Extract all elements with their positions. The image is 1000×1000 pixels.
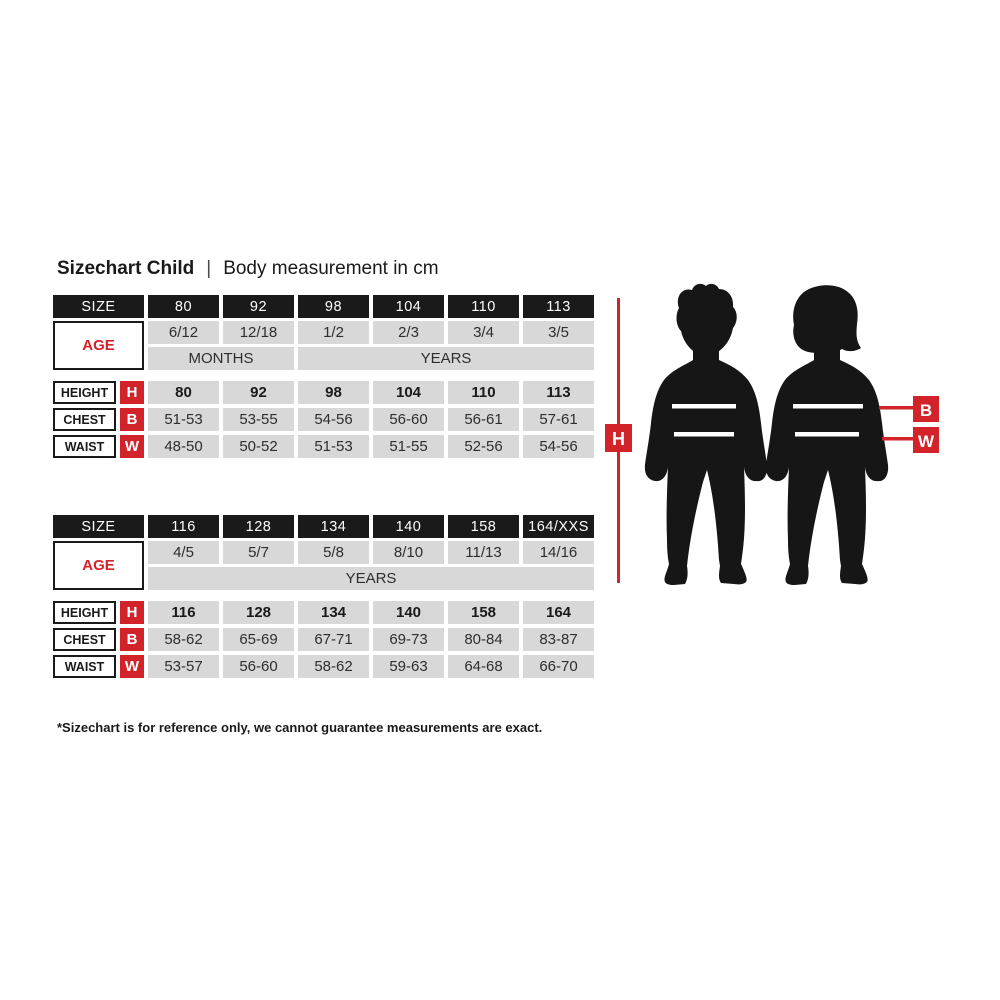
waist-value: 51-53 [298,435,369,458]
size-value: 113 [523,295,594,318]
age-value: 5/8 [298,541,369,564]
chest-row-label: CHEST [53,628,116,651]
waist-row-letter: W [120,435,144,458]
height-value: 158 [448,601,519,624]
size-header-label: SIZE [53,295,144,318]
chest-label-box [913,396,939,422]
girl-head [793,285,861,353]
waist-value: 48-50 [148,435,219,458]
waist-value: 64-68 [448,655,519,678]
sizechart-table-1-measurements [53,381,594,458]
height-letter: H [612,429,625,449]
waist-value: 53-57 [148,655,219,678]
age-value: 14/16 [523,541,594,564]
chest-value: 67-71 [298,628,369,651]
size-value: 104 [373,295,444,318]
size-value: 110 [448,295,519,318]
height-row-label: HEIGHT [53,601,116,624]
boy-head [677,284,737,355]
height-value: 113 [523,381,594,404]
chest-value: 56-60 [373,408,444,431]
waist-value: 59-63 [373,655,444,678]
size-value: 80 [148,295,219,318]
girl-waist-band [795,432,859,437]
waist-value: 56-60 [223,655,294,678]
height-value: 80 [148,381,219,404]
title-separator: | [206,258,212,279]
footnote: *Sizechart is for reference only, we cannot guarantee measurements are exact. [57,720,543,735]
age-value: 5/7 [223,541,294,564]
waist-letter: W [917,432,935,451]
age-value: 12/18 [223,321,294,344]
chest-value: 83-87 [523,628,594,651]
size-header-label: SIZE [53,515,144,538]
waist-value: 54-56 [523,435,594,458]
size-value: 128 [223,515,294,538]
chest-value: 54-56 [298,408,369,431]
chest-row-letter: B [120,628,144,651]
size-value: 164/XXS [523,515,594,538]
height-value: 98 [298,381,369,404]
chest-value: 53-55 [223,408,294,431]
sizechart-table-1-top [53,295,594,370]
chest-value: 58-62 [148,628,219,651]
waist-value: 58-62 [298,655,369,678]
age-value: 8/10 [373,541,444,564]
sizechart-table-2-measurements [53,601,594,678]
height-label-box [605,424,632,452]
waist-value: 66-70 [523,655,594,678]
waist-label-box [913,427,939,453]
height-row-label: HEIGHT [53,381,116,404]
chest-value: 57-61 [523,408,594,431]
title-subtitle: Body measurement in cm [223,258,439,279]
height-row-letter: H [120,601,144,624]
height-value: 110 [448,381,519,404]
height-value: 134 [298,601,369,624]
age-value: 6/12 [148,321,219,344]
age-value: 4/5 [148,541,219,564]
chest-letter: B [919,401,933,420]
height-value: 128 [223,601,294,624]
age-period-label: YEARS [148,567,594,590]
age-value: 1/2 [298,321,369,344]
chest-value: 51-53 [148,408,219,431]
sizechart-table-2-top [53,515,594,590]
size-value: 134 [298,515,369,538]
body-measurement-figure [596,280,948,604]
height-value: 140 [373,601,444,624]
waist-pointer-line [882,437,913,441]
waist-row-label: WAIST [53,435,116,458]
height-value: 116 [148,601,219,624]
chest-value: 65-69 [223,628,294,651]
age-value: 3/4 [448,321,519,344]
page-title [57,258,439,280]
chest-row-letter: B [120,408,144,431]
age-label: AGE [53,541,144,590]
size-value: 140 [373,515,444,538]
age-period-label: YEARS [298,347,594,370]
waist-value: 50-52 [223,435,294,458]
waist-value: 51-55 [373,435,444,458]
age-value: 3/5 [523,321,594,344]
waist-value: 52-56 [448,435,519,458]
girl-chest-band [793,404,863,409]
size-value: 98 [298,295,369,318]
waist-row-label: WAIST [53,655,116,678]
boy-chest-band [672,404,736,409]
size-value: 116 [148,515,219,538]
age-value: 2/3 [373,321,444,344]
height-value: 92 [223,381,294,404]
height-value: 164 [523,601,594,624]
title-main: Sizechart Child [57,258,195,279]
size-value: 158 [448,515,519,538]
age-value: 11/13 [448,541,519,564]
waist-row-letter: W [120,655,144,678]
height-row-letter: H [120,381,144,404]
height-value: 104 [373,381,444,404]
chest-value: 80-84 [448,628,519,651]
chest-row-label: CHEST [53,408,116,431]
boy-waist-band [674,432,734,437]
age-label: AGE [53,321,144,370]
chest-value: 69-73 [373,628,444,651]
age-period-label: MONTHS [148,347,294,370]
chest-pointer-line [879,406,913,410]
chest-value: 56-61 [448,408,519,431]
size-value: 92 [223,295,294,318]
